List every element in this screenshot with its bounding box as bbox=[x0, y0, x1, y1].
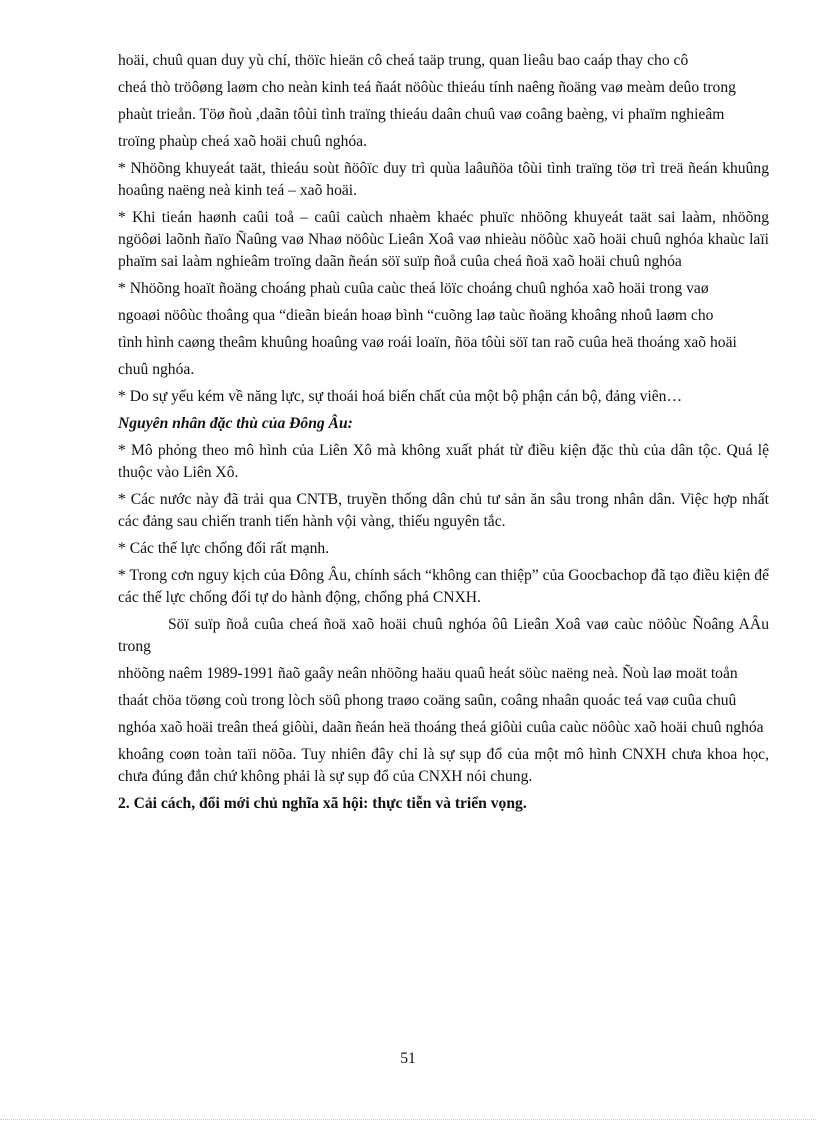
paragraph: khoâng coøn toàn taïi nöõa. Tuy nhiên đây chỉ là sự sụp đổ của một mô hình CNXH chưa khoa học, chưa đúng đắn chứ không phải là sự sụp đổ của CNXH nói chung. bbox=[118, 746, 769, 785]
paragraph: hoäi, chuû quan duy yù chí, thöïc hieän cô cheá taäp trung, quan lieâu bao caáp thay cho cô bbox=[118, 52, 689, 69]
paragraph: tình hình caøng theâm khuûng hoaûng vaø roái loaïn, ñöa tôùi söï tan raõ cuûa heä thoáng xaõ hoäi bbox=[118, 334, 737, 351]
bullet-paragraph: * Nhöõng hoaït ñoäng choáng phaù cuûa caùc theá löïc choáng chuû nghóa xaõ hoäi trong vaø bbox=[118, 280, 709, 297]
page-number: 51 bbox=[400, 1050, 416, 1067]
bullet-paragraph: * Nhöõng khuyeát taät, thieáu soùt ñöôïc duy trì quùa laâuñöa tôùi tình traïng töø trì treä ñeán khuûng hoaûng naëng neà kinh teá – xaõ hoäi. bbox=[118, 160, 769, 199]
paragraph: Söï suïp ñoå cuûa cheá ñoä xaõ hoäi chuû nghóa ôû Lieân Xoâ vaø caùc nöôùc Ñoâng AÂu trong bbox=[118, 616, 769, 655]
section-heading-2: 2. Cải cách, đổi mới chủ nghĩa xã hội: thực tiễn và triển vọng. bbox=[118, 795, 527, 812]
bullet-paragraph: * Mô phỏng theo mô hình của Liên Xô mà không xuất phát từ điều kiện đặc thù của dân tộc. Quá lệ thuộc vào Liên Xô. bbox=[118, 442, 769, 481]
section-heading-dong-au: Nguyên nhân đặc thù của Đông Âu: bbox=[118, 415, 353, 432]
paragraph: chuû nghóa. bbox=[118, 361, 195, 378]
paragraph: nghóa xaõ hoäi treân theá giôùi, daãn ñeán heä thoáng theá giôùi cuûa caùc nöôùc xaõ hoäi chuû nghóa bbox=[118, 719, 764, 736]
bullet-paragraph: * Do sự yếu kém về năng lực, sự thoái hoá biến chất của một bộ phận cán bộ, đảng viên… bbox=[118, 388, 683, 405]
paragraph: troïng phaùp cheá xaõ hoäi chuû nghóa. bbox=[118, 133, 367, 150]
paragraph: ngoaøi nöôùc thoâng qua “dieãn bieán hoaø bình “cuõng laø taùc ñoäng khoâng nhoû laøm cho bbox=[118, 307, 714, 324]
bullet-paragraph: * Các nước này đã trải qua CNTB, truyền thống dân chủ tư sản ăn sâu trong nhân dân. Việc hợp nhất các đảng sau chiến tranh tiến hành vội vàng, thiếu nguyên tắc. bbox=[118, 491, 769, 530]
bullet-paragraph: * Các thế lực chống đối rất mạnh. bbox=[118, 540, 330, 557]
bullet-paragraph: * Khi tieán haønh caûi toå – caûi caùch nhaèm khaéc phuïc nhöõng khuyeát taät sai laàm, nhöõng ngöôøi laõnh ñaïo Ñaûng vaø Nhaø nöôùc Lieân Xoâ vaø nhieàu nöôùc xaõ hoäi chuû nghóa khaùc laïi phaïm sai laàm nghieâm troïng daãn ñeán söï suïp ñoå cuûa cheá ñoä xaõ hoäi chuû nghóa bbox=[118, 209, 769, 270]
paragraph: thaát chöa töøng coù trong lòch söû phong traøo coäng saûn, coâng nhaân quoác teá vaø cuûa chuû bbox=[118, 692, 737, 709]
paragraph: nhöõng naêm 1989-1991 ñaõ gaây neân nhöõng haäu quaû heát söùc naëng neà. Ñoù laø moät toån bbox=[118, 665, 738, 682]
paragraph: cheá thò tröôøng laøm cho neàn kinh teá ñaát nöôùc thieáu tính naêng ñoäng vaø meàm deûo trong bbox=[118, 79, 736, 96]
paragraph: phaùt trieån. Töø ñoù ,daãn tôùi tình traïng thieáu daân chuû vaø coâng baèng, vi phaïm nghieâm bbox=[118, 106, 725, 123]
document-body bbox=[118, 50, 769, 820]
footer-divider bbox=[0, 1119, 816, 1120]
bullet-paragraph: * Trong cơn nguy kịch của Đông Âu, chính sách “không can thiệp” của Goocbachop đã tạo điều kiện để các thế lực chống đối tự do hành động, chống phá CNXH. bbox=[118, 567, 769, 606]
